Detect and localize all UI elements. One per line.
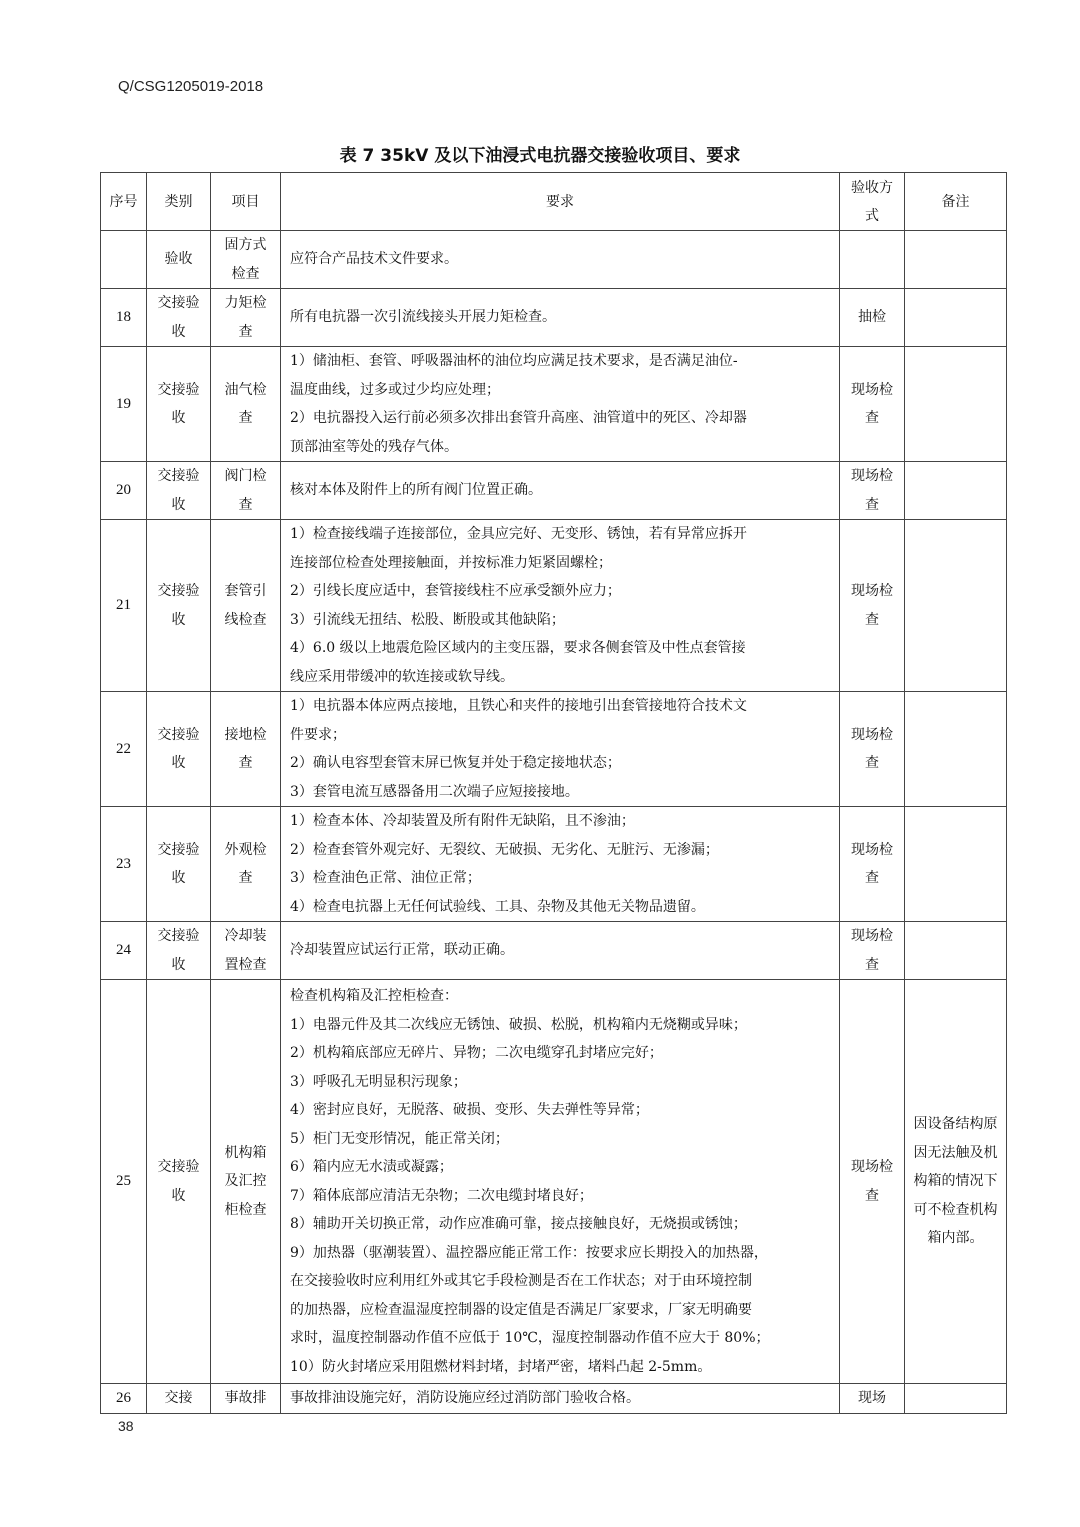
requirement-line: 在交接验收时应利用红外或其它手段检测是否在工作状态；对于由环境控制 (290, 1273, 752, 1289)
row-item: 油气检查 (211, 347, 281, 462)
table-row (101, 347, 1007, 462)
row-method: 现场 (840, 1384, 905, 1414)
row-category: 交接验收 (147, 462, 211, 520)
requirement-line: 1）电器元件及其二次线应无锈蚀、破损、松脱，机构箱内无烧糊或异味； (290, 1016, 747, 1033)
requirement-line: 事故排油设施完好，消防设施应经过消防部门验收合格。 (290, 1390, 640, 1406)
row-seq (101, 231, 147, 289)
row-requirement (281, 231, 840, 289)
requirement-line: 5）柜门无变形情况，能正常关闭； (290, 1130, 509, 1147)
table-title: 表 7 35kV 及以下油浸式电抗器交接验收项目、要求 (339, 146, 741, 166)
requirement-line: 的加热器，应检查温湿度控制器的设定值是否满足厂家要求，厂家无明确要 (290, 1301, 752, 1318)
row-requirement (281, 980, 840, 1384)
row-requirement (281, 1384, 840, 1414)
row-item: 冷却装置检查 (211, 922, 281, 980)
row-method: 现场检查 (840, 462, 905, 520)
row-seq: 21 (101, 520, 147, 692)
header-remark: 备注 (905, 173, 1007, 231)
requirement-line: 7）箱体底部应清洁无杂物；二次电缆封堵良好； (290, 1187, 593, 1204)
header-method: 验收方式 (840, 173, 905, 231)
row-category: 交接验收 (147, 520, 211, 692)
requirement-line: 检查机构箱及汇控柜检查： (290, 988, 458, 1004)
row-seq: 24 (101, 922, 147, 980)
row-seq: 22 (101, 692, 147, 807)
requirement-line: 件要求； (290, 726, 346, 743)
row-method: 现场检查 (840, 520, 905, 692)
requirement-line: 4）密封应良好，无脱落、破损、变形、失去弹性等异常； (290, 1102, 649, 1118)
row-remark (905, 462, 1007, 520)
row-seq: 25 (101, 980, 147, 1384)
header-seq: 序号 (101, 173, 147, 231)
requirement-line: 2）电抗器投入运行前必须多次排出套管升高座、油管道中的死区、冷却器 (290, 410, 747, 426)
requirement-line: 1）检查接线端子连接部位，金具应完好、无变形、锈蚀，若有异常应拆开 (290, 526, 747, 542)
requirement-line: 3）套管电流互感器备用二次端子应短接接地。 (290, 783, 579, 800)
row-item: 固方式检查 (211, 231, 281, 289)
row-remark (905, 520, 1007, 692)
requirement-line: 2）机构箱底部应无碎片、异物；二次电缆穿孔封堵应完好； (290, 1045, 663, 1061)
row-requirement (281, 922, 840, 980)
row-remark (905, 231, 1007, 289)
document-number: Q/CSG1205019-2018 (118, 78, 264, 95)
header-requirement: 要求 (281, 173, 840, 231)
row-requirement (281, 807, 840, 922)
requirement-line: 3）引流线无扭结、松股、断股或其他缺陷； (290, 611, 565, 628)
row-requirement (281, 462, 840, 520)
row-item: 事故排 (211, 1384, 281, 1414)
table-row (101, 231, 1007, 289)
row-item: 力矩检查 (211, 289, 281, 347)
row-seq: 18 (101, 289, 147, 347)
row-seq: 20 (101, 462, 147, 520)
row-method: 现场检查 (840, 980, 905, 1384)
row-method (840, 231, 905, 289)
table-row (101, 980, 1007, 1384)
header-item: 项目 (211, 173, 281, 231)
row-item: 接地检查 (211, 692, 281, 807)
requirement-line: 所有电抗器一次引流线接头开展力矩检查。 (290, 309, 556, 326)
row-method: 现场检查 (840, 922, 905, 980)
requirement-line: 1）检查本体、冷却装置及所有附件无缺陷，且不渗油； (290, 813, 635, 829)
row-seq: 19 (101, 347, 147, 462)
header-category: 类别 (147, 173, 211, 231)
row-remark (905, 1384, 1007, 1414)
row-category: 交接验收 (147, 922, 211, 980)
requirement-line: 求时，温度控制器动作值不应低于 10℃，湿度控制器动作值不应大于 80%； (290, 1330, 770, 1346)
row-seq: 26 (101, 1384, 147, 1414)
requirement-line: 连接部位检查处理接触面，并按标准力矩紧固螺栓； (290, 554, 612, 571)
row-remark (905, 807, 1007, 922)
requirement-line: 应符合产品技术文件要求。 (290, 251, 458, 268)
table-header-row (101, 173, 1007, 231)
row-category: 验收 (147, 231, 211, 289)
row-method: 现场检查 (840, 347, 905, 462)
row-category: 交接验收 (147, 289, 211, 347)
table-row (101, 807, 1007, 922)
requirement-line: 4）6.0 级以上地震危险区域内的主变压器，要求各侧套管及中性点套管接 (290, 640, 746, 656)
row-method: 现场检查 (840, 692, 905, 807)
requirement-line: 2）检查套管外观完好、无裂纹、无破损、无劣化、无脏污、无渗漏； (290, 841, 719, 858)
row-requirement (281, 520, 840, 692)
requirement-line: 3）呼吸孔无明显积污现象； (290, 1073, 467, 1090)
requirement-line: 10）防火封堵应采用阻燃材料封堵，封堵严密，堵料凸起 2-5mm。 (290, 1358, 712, 1375)
requirement-line: 6）箱内应无水渍或凝露； (290, 1159, 453, 1175)
row-remark (905, 347, 1007, 462)
row-remark (905, 692, 1007, 807)
acceptance-table (100, 172, 1007, 1414)
row-remark (905, 289, 1007, 347)
requirement-line: 9）加热器（驱潮装置）、温控器应能正常工作：按要求应长期投入的加热器， (290, 1244, 768, 1261)
requirement-line: 冷却装置应试运行正常，联动正确。 (290, 942, 514, 959)
table-row (101, 1384, 1007, 1414)
table-row (101, 289, 1007, 347)
requirement-line: 1）储油柜、套管、呼吸器油杯的油位均应满足技术要求，是否满足油位- (290, 353, 738, 369)
row-method: 现场检查 (840, 807, 905, 922)
row-requirement (281, 692, 840, 807)
row-category: 交接验收 (147, 807, 211, 922)
requirement-line: 3）检查油色正常、油位正常； (290, 870, 481, 886)
row-category: 交接验收 (147, 692, 211, 807)
requirement-line: 温度曲线，过多或过少均应处理； (290, 381, 500, 398)
table-body (101, 231, 1007, 1414)
table-row (101, 462, 1007, 520)
row-category: 交接验收 (147, 347, 211, 462)
requirement-line: 顶部油室等处的残存气体。 (290, 438, 458, 455)
page-number: 38 (118, 1418, 134, 1434)
row-method: 抽检 (840, 289, 905, 347)
row-category: 交接 (147, 1384, 211, 1414)
requirement-line: 4）检查电抗器上无任何试验线、工具、杂物及其他无关物品遗留。 (290, 898, 705, 915)
row-requirement (281, 289, 840, 347)
row-remark: 因设备结构原因无法触及机构箱的情况下可不检查机构箱内部。 (905, 980, 1007, 1384)
table-row (101, 692, 1007, 807)
row-item: 外观检查 (211, 807, 281, 922)
requirement-line: 核对本体及附件上的所有阀门位置正确。 (290, 482, 542, 499)
requirement-line: 线应采用带缓冲的软连接或软导线。 (290, 668, 514, 685)
row-seq: 23 (101, 807, 147, 922)
requirement-line: 1）电抗器本体应两点接地，且铁心和夹件的接地引出套管接地符合技术文 (290, 698, 747, 714)
row-item: 套管引线检查 (211, 520, 281, 692)
requirement-line: 2）引线长度应适中，套管接线柱不应承受额外应力； (290, 583, 621, 599)
requirement-line: 8）辅助开关切换正常，动作应准确可靠，接点接触良好，无烧损或锈蚀； (290, 1216, 747, 1232)
row-requirement (281, 347, 840, 462)
row-item: 阀门检查 (211, 462, 281, 520)
row-category: 交接验收 (147, 980, 211, 1384)
table-row (101, 922, 1007, 980)
row-remark (905, 922, 1007, 980)
row-item: 机构箱及汇控柜检查 (211, 980, 281, 1384)
requirement-line: 2）确认电容型套管末屏已恢复并处于稳定接地状态； (290, 755, 621, 771)
table-row (101, 520, 1007, 692)
